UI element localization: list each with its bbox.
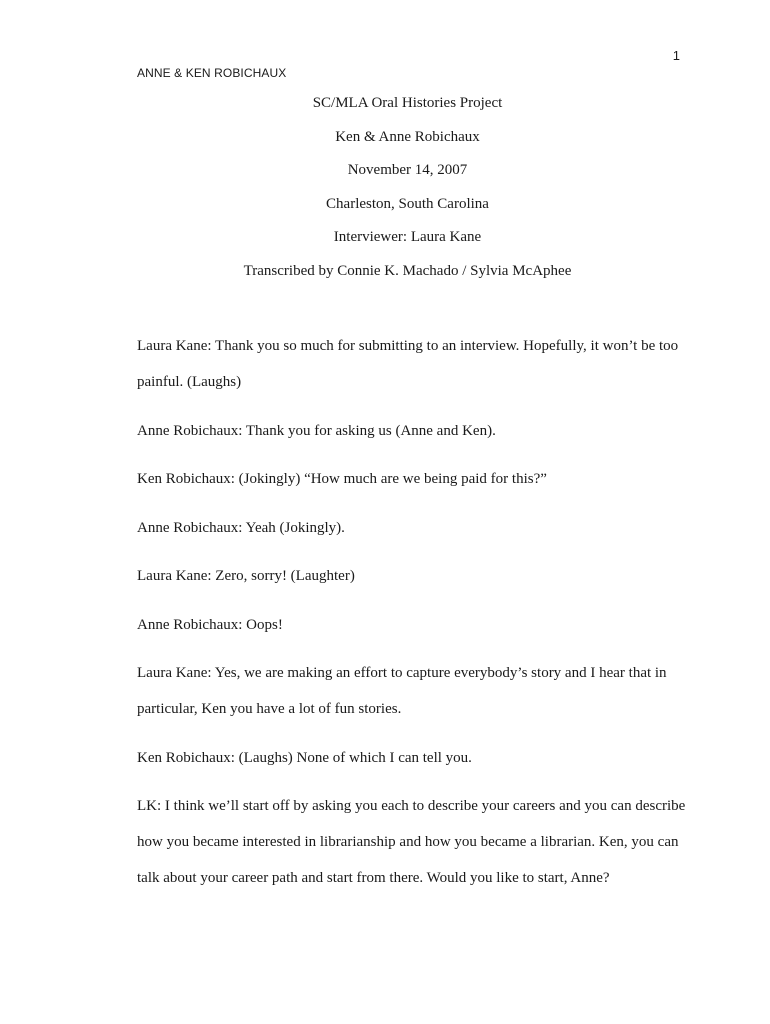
utterance: Oops! [246, 616, 283, 633]
transcript-paragraph [137, 607, 697, 643]
speaker-name: Anne Robichaux: [137, 519, 243, 536]
utterance: (Laughs) None of which I can tell you. [238, 749, 472, 766]
speaker-name: Ken Robichaux: [137, 749, 235, 766]
running-header: ANNE & KEN ROBICHAUX [137, 66, 287, 80]
speaker-name: Laura Kane: [137, 568, 212, 584]
transcript-paragraph [137, 413, 697, 449]
utterance: Yes, we are making an effort to capture everybody’s story and I hear that in particular, Ken you have a lot of fun stories. [137, 665, 667, 717]
transcript-paragraph [137, 655, 697, 727]
utterance: (Jokingly) “How much are we being paid for this?” [238, 471, 547, 487]
speaker-name: Anne Robichaux: [137, 422, 243, 439]
utterance: I think we’ll start off by asking you each to describe your careers and you can describe how you became interested in librarianship and how you became a librarian. Ken, you can talk about your career path and start from there. Would you like to start, Anne? [137, 798, 686, 886]
utterance: Thank you so much for submitting to an interview. Hopefully, it won’t be too painful. (Laughs) [137, 338, 679, 390]
transcript-paragraph [137, 740, 697, 776]
utterance: Thank you for asking us (Anne and Ken). [245, 422, 496, 439]
transcript-paragraph [137, 510, 697, 546]
interviewer: Interviewer: Laura Kane [333, 229, 482, 245]
transcribers: Transcribed by Connie K. Machado / Sylvia McAphee [243, 262, 572, 279]
utterance: Zero, sorry! (Laughter) [215, 568, 355, 584]
speaker-name: LK: [137, 798, 162, 814]
project-title: SC/MLA Oral Histories Project [312, 95, 503, 111]
speaker-name: Ken Robichaux: [137, 471, 235, 487]
speaker-name: Laura Kane: [137, 338, 212, 354]
title-block [100, 94, 715, 295]
transcript-paragraph [137, 788, 697, 896]
transcript-paragraph [137, 558, 697, 594]
utterance: Yeah (Jokingly). [245, 519, 345, 536]
speaker-name: Anne Robichaux: [137, 616, 243, 633]
transcript-paragraph [137, 461, 697, 497]
transcript-paragraph [137, 328, 697, 400]
page-number: 1 [672, 48, 680, 63]
interview-location: Charleston, South Carolina [326, 195, 489, 212]
interview-date: November 14, 2007 [347, 162, 468, 178]
speaker-name: Laura Kane: [137, 665, 212, 681]
interviewees: Ken & Anne Robichaux [335, 128, 480, 145]
transcript [137, 328, 697, 909]
